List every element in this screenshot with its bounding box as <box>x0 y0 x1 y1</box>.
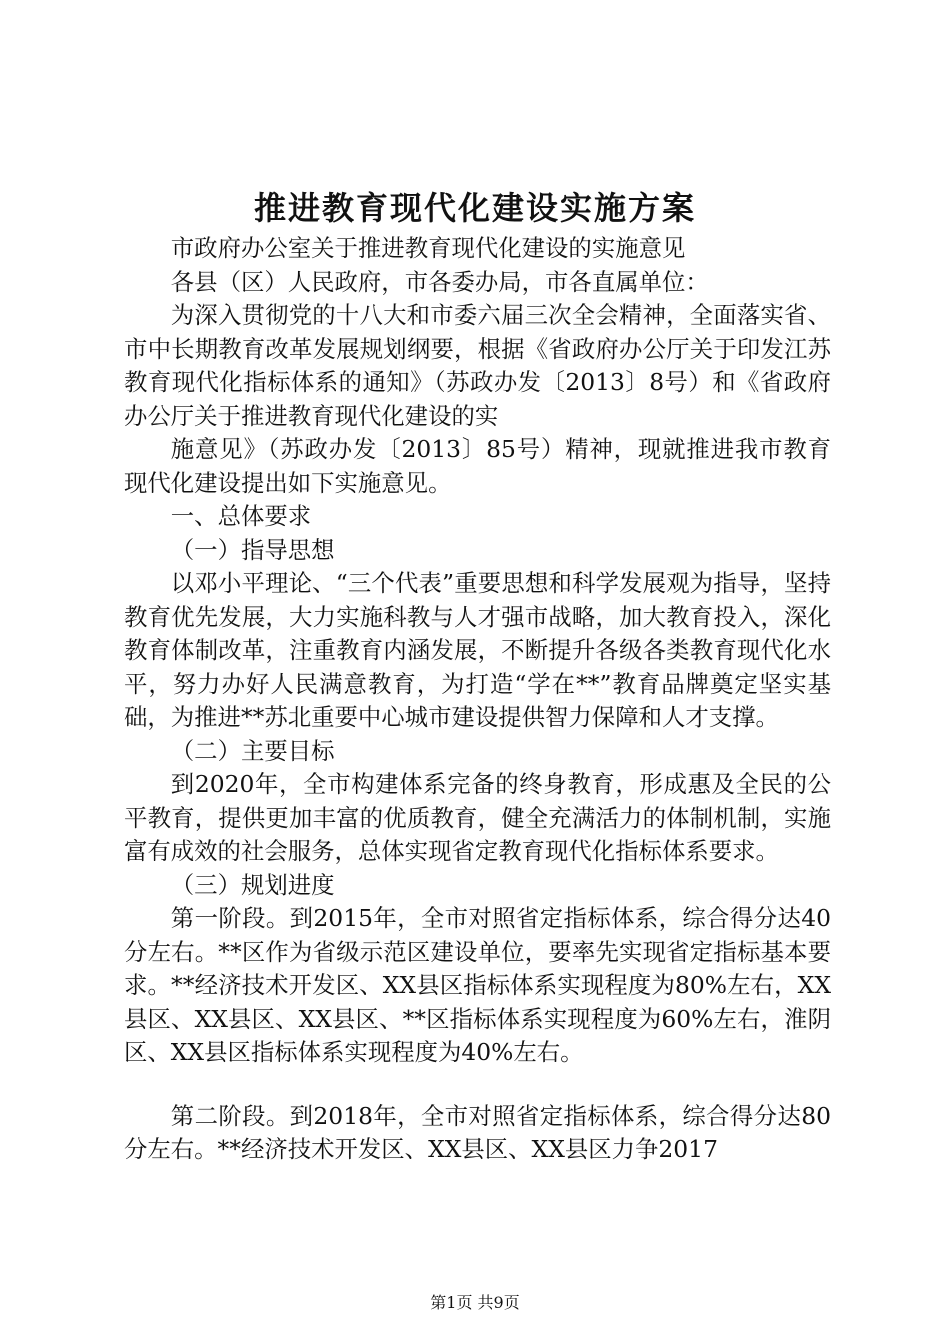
subsection-heading-guiding: （一）指导思想 <box>170 535 335 564</box>
page-footer: 第1页 共9页 <box>430 1293 520 1312</box>
paragraph-phase-one: 第一阶段。到2015年，全市对照省定指标体系，综合得分达40分左右。**区作为省级示范区建设单位，要率先实现省定指标基本要求。**经济技术开发区、XX县区指标体系实现程度为80%左右，XX县区、XX县区、XX县区、**区指标体系实现程度为60%左右，淮阴区、XX县区指标体系实现程度为40%左右。 <box>124 904 831 1066</box>
section-heading-general: 一、总体要求 <box>170 502 312 530</box>
document-body <box>124 232 831 1167</box>
paragraph-gap <box>124 1070 831 1100</box>
subsection-heading-schedule: （三）规划进度 <box>170 870 335 899</box>
paragraph-preamble-cont: 施意见》（苏政办发〔2013〕85号）精神，现就推进我市教育现代化建设提出如下实施意见。 <box>124 435 831 497</box>
paragraph-phase-two: 第二阶段。到2018年，全市对照省定指标体系，综合得分达80分左右。**经济技术开发区、XX县区、XX县区力争2017 <box>124 1101 831 1163</box>
paragraph-preamble: 为深入贯彻党的十八大和市委六届三次全会精神，全面落实省、市中长期教育改革发展规划纲要，根据《省政府办公厅关于印发江苏教育现代化指标体系的通知》（苏政办发〔2013〕8号）和《省政府办公厅关于推进教育现代化建设的实 <box>124 301 831 430</box>
paragraph-guiding-thought: 以邓小平理论、“三个代表”重要思想和科学发展观为指导，坚持教育优先发展，大力实施科教与人才强市战略，加大教育投入，深化教育体制改革，注重教育内涵发展，不断提升各级各类教育现代化水平，努力办好人民满意教育，为打造“学在**”教育品牌奠定坚实基础，为推进**苏北重要中心城市建设提供智力保障和人才支撑。 <box>124 569 831 731</box>
paragraph-main-goals: 到2020年，全市构建体系完备的终身教育，形成惠及全民的公平教育，提供更加丰富的优质教育，健全充满活力的体制机制，实施富有成效的社会服务，总体实现省定教育现代化指标体系要求。 <box>124 770 831 865</box>
subsection-heading-goals: （二）主要目标 <box>170 736 335 765</box>
paragraph-notice-heading: 市政府办公室关于推进教育现代化建设的实施意见 <box>170 234 686 262</box>
paragraph-addressees: 各县（区）人民政府，市各委办局，市各直属单位： <box>170 267 709 296</box>
document-title: 推进教育现代化建设实施方案 <box>253 189 696 227</box>
